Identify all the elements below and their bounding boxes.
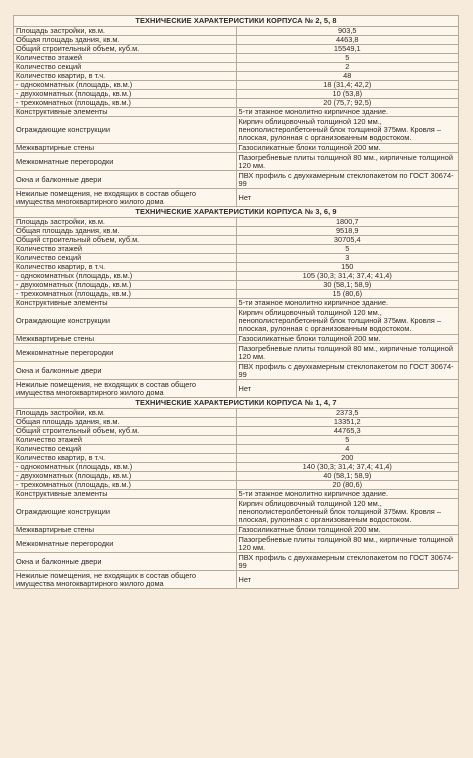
row-label: Количество этажей — [14, 436, 237, 445]
table-row — [14, 254, 459, 263]
row-value: 10 (53,8) — [236, 90, 459, 99]
row-label: Количество квартир, в т.ч. — [14, 454, 237, 463]
table-row — [14, 463, 459, 472]
row-label: - трехкомнатных (площадь, кв.м.) — [14, 481, 237, 490]
row-value: 5 — [236, 54, 459, 63]
table-row — [14, 236, 459, 245]
table-row — [14, 72, 459, 81]
row-value: 2373,5 — [236, 409, 459, 418]
table-row — [14, 362, 459, 380]
row-value: 5 — [236, 245, 459, 254]
row-value: ПВХ профиль с двухкамерным стеклопакетом по ГОСТ 30674-99 — [236, 362, 459, 380]
row-label: - двухкомнатных (площадь, кв.м.) — [14, 281, 237, 290]
row-value: 5-ти этажное монолитно кирпичное здание. — [236, 108, 459, 117]
row-label: Межкомнатные перегородки — [14, 344, 237, 362]
table-row — [14, 144, 459, 153]
row-label: Конструктивные элементы — [14, 108, 237, 117]
row-value: Нет — [236, 380, 459, 398]
row-value: Нет — [236, 571, 459, 589]
section-header-row — [14, 398, 459, 409]
row-label: Межкомнатные перегородки — [14, 153, 237, 171]
table-row — [14, 227, 459, 236]
row-value: 13351,2 — [236, 418, 459, 427]
row-value: 4 — [236, 445, 459, 454]
row-value: Пазогребневые плиты толщиной 80 мм., кирпичные толщиной 120 мм. — [236, 344, 459, 362]
section-title: ТЕХНИЧЕСКИЕ ХАРАКТЕРИСТИКИ КОРПУСА № 2, 5, 8 — [14, 16, 459, 27]
row-label: Количество секций — [14, 254, 237, 263]
table-row — [14, 281, 459, 290]
table-row — [14, 436, 459, 445]
row-value: 30705,4 — [236, 236, 459, 245]
row-value: 20 (80,6) — [236, 481, 459, 490]
row-label: Площадь застройки, кв.м. — [14, 218, 237, 227]
table-row — [14, 553, 459, 571]
row-value: Газосиликатные блоки толщиной 200 мм. — [236, 526, 459, 535]
table-row — [14, 535, 459, 553]
row-label: Общая площадь здания, кв.м. — [14, 418, 237, 427]
table-row — [14, 499, 459, 526]
row-label: Общая площадь здания, кв.м. — [14, 36, 237, 45]
row-value: 140 (30,3; 31,4; 37,4; 41,4) — [236, 463, 459, 472]
section-header-row — [14, 207, 459, 218]
row-value: 903,5 — [236, 27, 459, 36]
row-label: Межкомнатные перегородки — [14, 535, 237, 553]
row-label: Межквартирные стены — [14, 144, 237, 153]
section-header-row — [14, 16, 459, 27]
row-value: ПВХ профиль с двухкамерным стеклопакетом по ГОСТ 30674-99 — [236, 553, 459, 571]
table-row — [14, 335, 459, 344]
section-title: ТЕХНИЧЕСКИЕ ХАРАКТЕРИСТИКИ КОРПУСА № 3, 6, 9 — [14, 207, 459, 218]
row-value: Пазогребневые плиты толщиной 80 мм., кирпичные толщиной 120 мм. — [236, 535, 459, 553]
row-value: 5-ти этажное монолитно кирпичное здание. — [236, 299, 459, 308]
row-label: - двухкомнатных (площадь, кв.м.) — [14, 90, 237, 99]
row-value: 105 (30,3; 31,4; 37,4; 41,4) — [236, 272, 459, 281]
table-row — [14, 54, 459, 63]
row-label: Количество этажей — [14, 54, 237, 63]
table-row — [14, 63, 459, 72]
row-label: Межквартирные стены — [14, 526, 237, 535]
table-row — [14, 427, 459, 436]
row-value: 2 — [236, 63, 459, 72]
row-label: Количество секций — [14, 63, 237, 72]
row-label: Межквартирные стены — [14, 335, 237, 344]
row-value: Газосиликатные блоки толщиной 200 мм. — [236, 335, 459, 344]
table-row — [14, 454, 459, 463]
row-label: Количество квартир, в т.ч. — [14, 72, 237, 81]
row-value: 1800,7 — [236, 218, 459, 227]
table-row — [14, 490, 459, 499]
spec-document — [13, 15, 459, 589]
row-value: Газосиликатные блоки толщиной 200 мм. — [236, 144, 459, 153]
row-value: 48 — [236, 72, 459, 81]
row-label: Общий строительный объем, куб.м. — [14, 45, 237, 54]
table-row — [14, 245, 459, 254]
table-row — [14, 45, 459, 54]
row-value: 18 (31,4; 42,2) — [236, 81, 459, 90]
row-value: Кирпич облицовочный толщиной 120 мм., пенополистеролбетонный блок толщиной 375мм. Кровля – плоская, рулонная с организованным водостоком. — [236, 308, 459, 335]
row-label: Окна и балконные двери — [14, 553, 237, 571]
table-row — [14, 418, 459, 427]
row-value: 200 — [236, 454, 459, 463]
table-row — [14, 344, 459, 362]
table-row — [14, 27, 459, 36]
row-label: Нежилые помещения, не входящих в состав общего имущества многоквартирного жилого дома — [14, 571, 237, 589]
row-value: 5-ти этажное монолитно кирпичное здание. — [236, 490, 459, 499]
table-row — [14, 308, 459, 335]
row-label: Конструктивные элементы — [14, 490, 237, 499]
row-label: Окна и балконные двери — [14, 171, 237, 189]
row-value: 30 (58,1; 58,9) — [236, 281, 459, 290]
table-row — [14, 380, 459, 398]
row-label: - двухкомнатных (площадь, кв.м.) — [14, 472, 237, 481]
row-value: 15 (80,6) — [236, 290, 459, 299]
table-row — [14, 99, 459, 108]
row-value: 9518,9 — [236, 227, 459, 236]
table-row — [14, 272, 459, 281]
section-title: ТЕХНИЧЕСКИЕ ХАРАКТЕРИСТИКИ КОРПУСА № 1, 4, 7 — [14, 398, 459, 409]
row-label: Количество квартир, в т.ч. — [14, 263, 237, 272]
row-value: Пазогребневые плиты толщиной 80 мм., кирпичные толщиной 120 мм. — [236, 153, 459, 171]
row-label: Нежилые помещения, не входящих в состав общего имущества многоквартирного жилого дома — [14, 380, 237, 398]
table-row — [14, 263, 459, 272]
table-row — [14, 571, 459, 589]
row-label: Общая площадь здания, кв.м. — [14, 227, 237, 236]
row-label: Ограждающие конструкции — [14, 308, 237, 335]
table-row — [14, 445, 459, 454]
table-row — [14, 117, 459, 144]
row-label: Ограждающие конструкции — [14, 117, 237, 144]
row-value: 3 — [236, 254, 459, 263]
row-label: Количество секций — [14, 445, 237, 454]
row-value: 15549,1 — [236, 45, 459, 54]
table-row — [14, 90, 459, 99]
spec-table-body — [14, 16, 459, 589]
row-value: 150 — [236, 263, 459, 272]
table-row — [14, 108, 459, 117]
table-row — [14, 481, 459, 490]
table-row — [14, 189, 459, 207]
row-label: Общий строительный объем, куб.м. — [14, 427, 237, 436]
row-label: - трехкомнатных (площадь, кв.м.) — [14, 99, 237, 108]
row-label: Площадь застройки, кв.м. — [14, 27, 237, 36]
spec-table — [13, 15, 459, 589]
row-value: ПВХ профиль с двухкамерным стеклопакетом по ГОСТ 30674-99 — [236, 171, 459, 189]
table-row — [14, 171, 459, 189]
row-value: 44765,3 — [236, 427, 459, 436]
table-row — [14, 472, 459, 481]
row-label: - однокомнатных (площадь, кв.м.) — [14, 81, 237, 90]
table-row — [14, 218, 459, 227]
row-value: Нет — [236, 189, 459, 207]
row-label: - однокомнатных (площадь, кв.м.) — [14, 272, 237, 281]
table-row — [14, 153, 459, 171]
row-label: Площадь застройки, кв.м. — [14, 409, 237, 418]
row-value: 20 (75,7; 92,5) — [236, 99, 459, 108]
table-row — [14, 526, 459, 535]
row-value: 4463,8 — [236, 36, 459, 45]
row-label: Нежилые помещения, не входящих в состав общего имущества многоквартирного жилого дома — [14, 189, 237, 207]
row-label: - трехкомнатных (площадь, кв.м.) — [14, 290, 237, 299]
row-label: Общий строительный объем, куб.м. — [14, 236, 237, 245]
row-label: Конструктивные элементы — [14, 299, 237, 308]
row-value: 5 — [236, 436, 459, 445]
row-value: Кирпич облицовочный толщиной 120 мм., пенополистеролбетонный блок толщиной 375мм. Кровля – плоская, рулонная с организованным водостоком. — [236, 117, 459, 144]
table-row — [14, 36, 459, 45]
row-label: - однокомнатных (площадь, кв.м.) — [14, 463, 237, 472]
row-label: Ограждающие конструкции — [14, 499, 237, 526]
row-label: Количество этажей — [14, 245, 237, 254]
row-value: Кирпич облицовочный толщиной 120 мм., пенополистеролбетонный блок толщиной 375мм. Кровля – плоская, рулонная с организованным водостоком. — [236, 499, 459, 526]
table-row — [14, 81, 459, 90]
table-row — [14, 409, 459, 418]
row-label: Окна и балконные двери — [14, 362, 237, 380]
table-row — [14, 299, 459, 308]
table-row — [14, 290, 459, 299]
row-value: 40 (58,1; 58,9) — [236, 472, 459, 481]
